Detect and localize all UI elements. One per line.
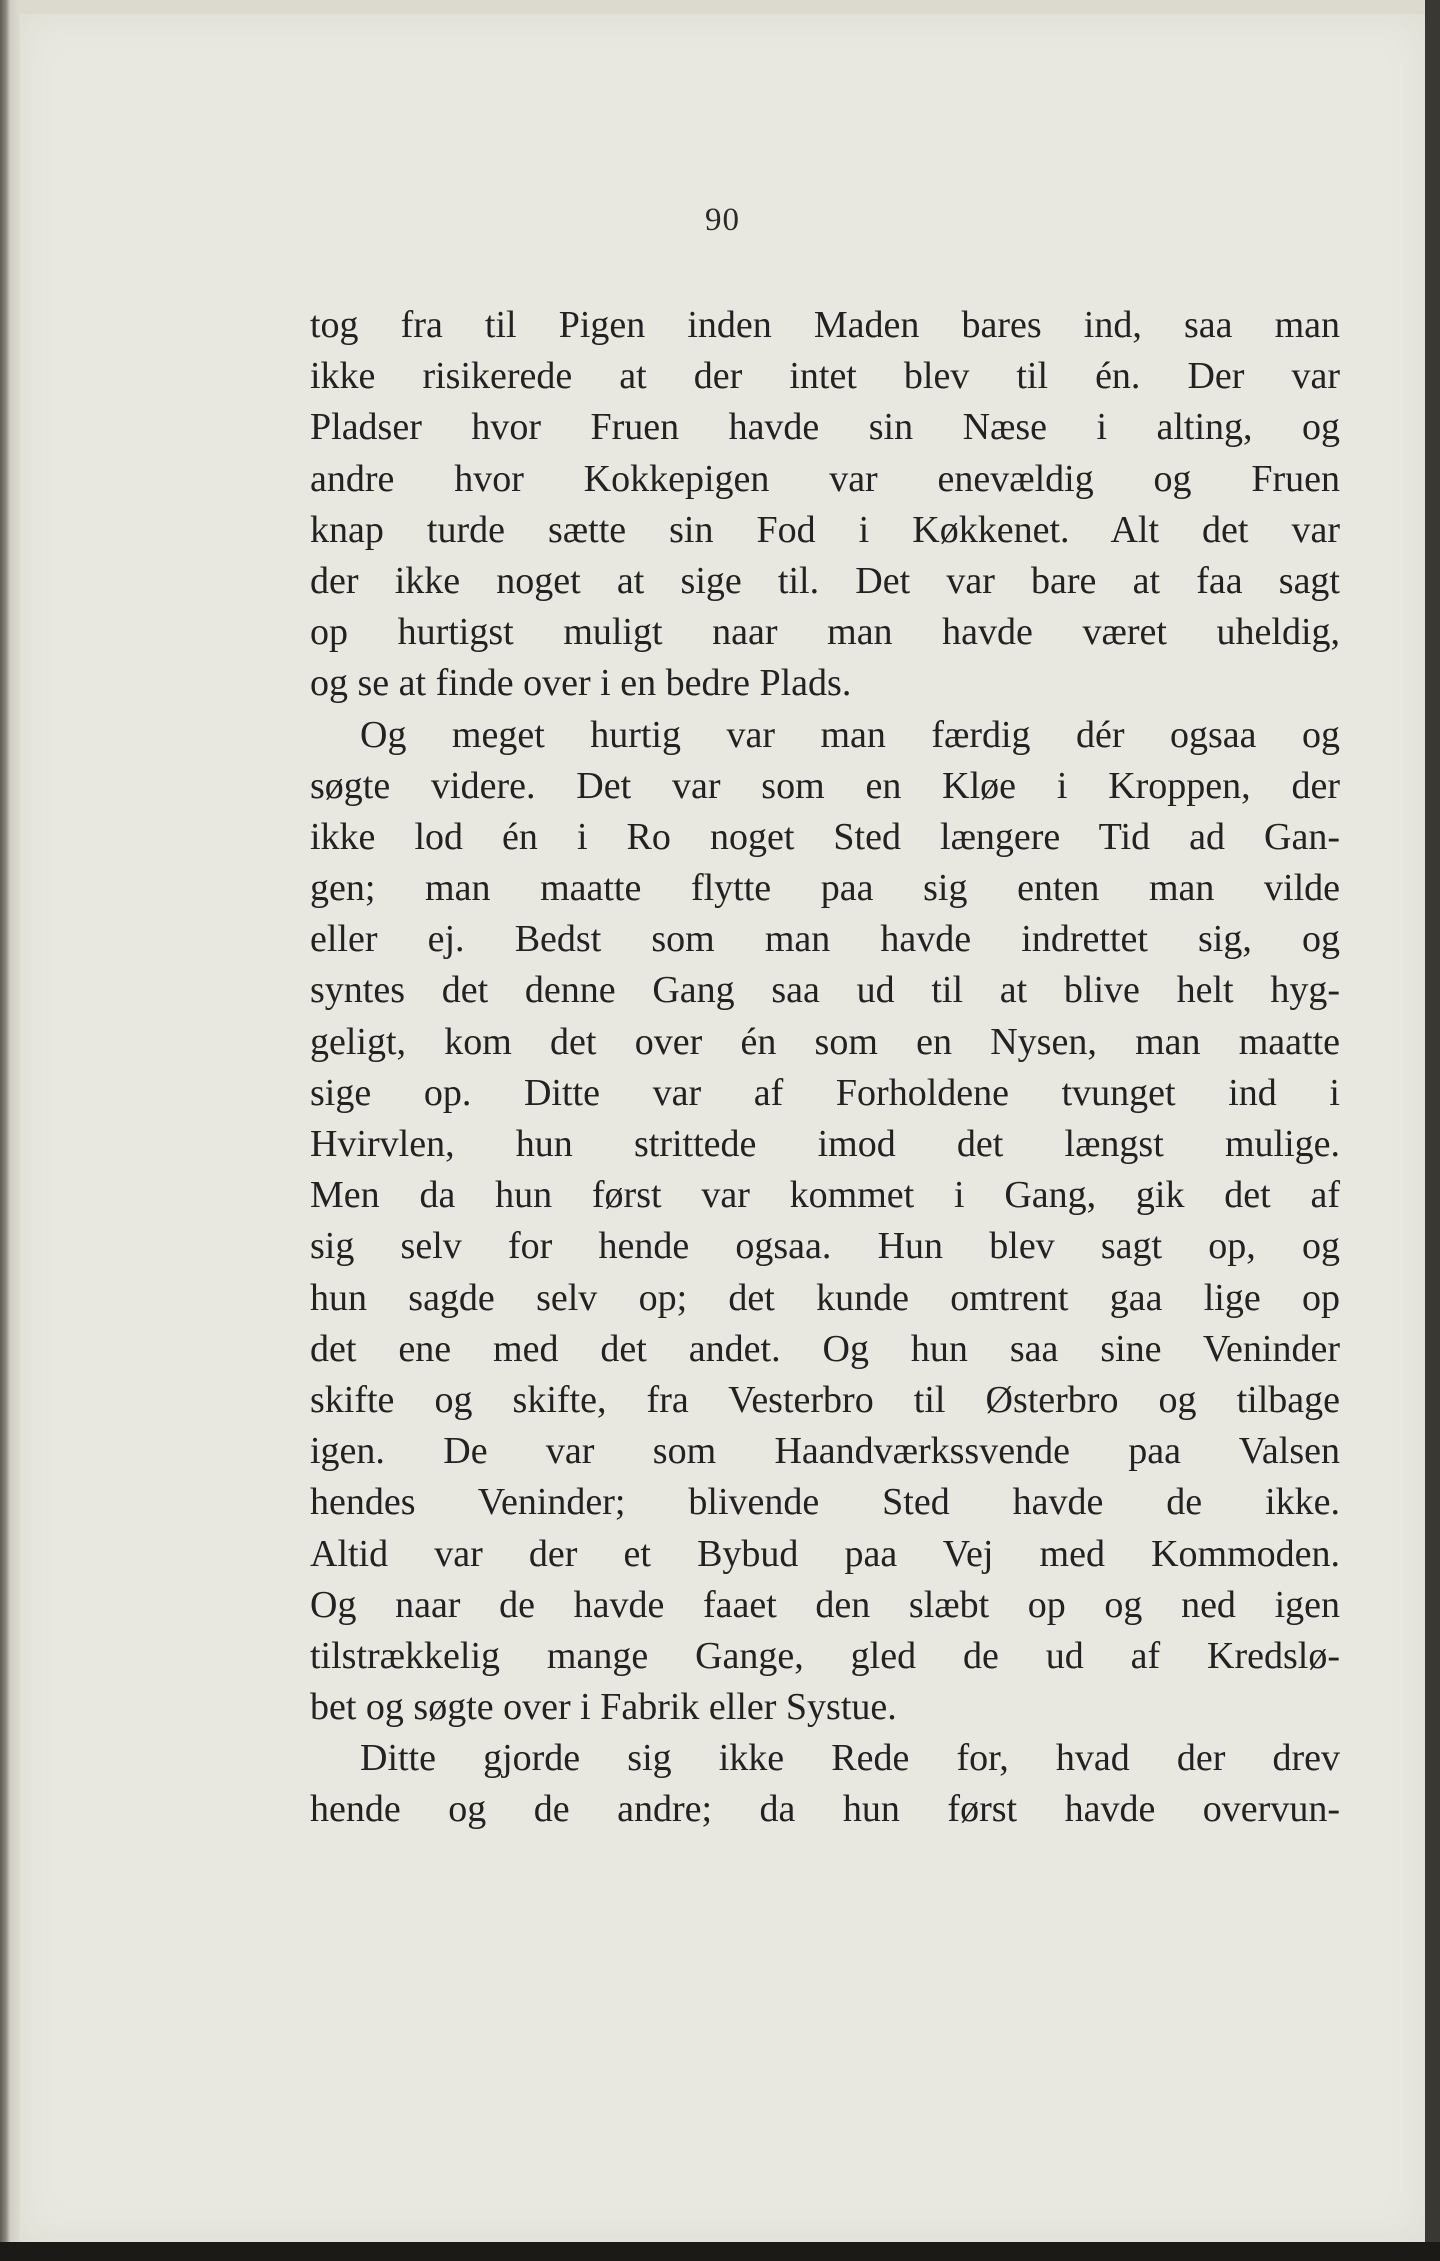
text-line: bet og søgte over i Fabrik eller Systue. <box>310 1686 897 1729</box>
text-line: Og naar de havde faaet den slæbt op og ned igen <box>310 1583 1340 1626</box>
text-line: knap turde sætte sin Fod i Køkkenet. Alt det var <box>310 508 1340 551</box>
page-number: 90 <box>705 202 740 238</box>
text-line: sige op. Ditte var af Forholdene tvunget ind i <box>310 1071 1340 1114</box>
text-line: ikke lod én i Ro noget Sted længere Tid ad Gan- <box>310 815 1340 858</box>
text-line: geligt, kom det over én som en Nysen, man maatte <box>310 1020 1340 1063</box>
text-line: gen; man maatte flytte paa sig enten man vilde <box>310 867 1340 910</box>
scan-border-right <box>1425 0 1440 2261</box>
text-line: Men da hun først var kommet i Gang, gik det af <box>310 1174 1340 1217</box>
text-line: Ditte gjorde sig ikke Rede for, hvad der drev <box>360 1737 1340 1780</box>
text-line: det ene med det andet. Og hun saa sine Veninder <box>310 1327 1340 1370</box>
text-line: skifte og skifte, fra Vesterbro til Østerbro og tilbage <box>310 1378 1340 1421</box>
text-line: andre hvor Kokkepigen var enevældig og Fruen <box>310 457 1340 500</box>
text-line: Hvirvlen, hun strittede imod det længst mulige. <box>310 1123 1340 1165</box>
scan-border-bottom <box>0 2242 1440 2261</box>
text-line: hendes Veninder; blivende Sted havde de ikke. <box>310 1481 1340 1524</box>
text-line: hende og de andre; da hun først havde overvun- <box>310 1788 1340 1831</box>
text-line: søgte videre. Det var som en Kløe i Kroppen, der <box>310 764 1340 807</box>
text-line: tilstrækkelig mange Gange, gled de ud af Kredslø- <box>310 1634 1340 1677</box>
book-page <box>20 14 1425 2242</box>
text-line: Pladser hvor Fruen havde sin Næse i alting, og <box>310 406 1340 449</box>
text-line: tog fra til Pigen inden Maden bares ind, saa man <box>310 304 1340 346</box>
body-text <box>310 300 1340 1836</box>
text-line: Og meget hurtig var man færdig dér ogsaa og <box>360 713 1340 756</box>
text-line: syntes det denne Gang saa ud til at blive helt hyg- <box>310 969 1340 1012</box>
text-line: hun sagde selv op; det kunde omtrent gaa lige op <box>310 1276 1340 1319</box>
text-line: sig selv for hende ogsaa. Hun blev sagt op, og <box>310 1225 1340 1268</box>
text-line: der ikke noget at sige til. Det var bare at faa sagt <box>310 559 1340 602</box>
text-line: Altid var der et Bybud paa Vej med Kommoden. <box>310 1532 1340 1575</box>
text-line: ikke risikerede at der intet blev til én. Der var <box>310 355 1340 398</box>
text-line: og se at finde over i en bedre Plads. <box>310 662 852 705</box>
text-line: igen. De var som Haandværkssvende paa Valsen <box>310 1430 1340 1473</box>
text-line: op hurtigst muligt naar man havde været uheldig, <box>310 611 1340 654</box>
text-line: eller ej. Bedst som man havde indrettet sig, og <box>310 918 1340 961</box>
